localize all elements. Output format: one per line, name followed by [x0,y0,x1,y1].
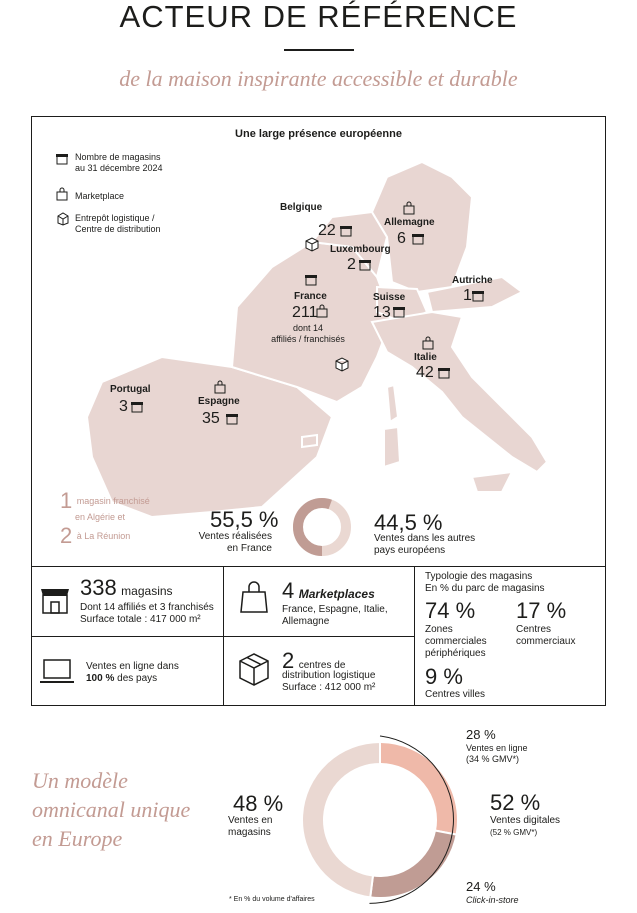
country-france-count: 211 [292,304,318,321]
legend-warehouse: Entrepôt logistique / Centre de distribution [75,213,161,234]
country-allemagne-name: Allemagne [384,217,435,228]
country-espagne-name: Espagne [198,396,240,407]
map-corsica [387,385,398,422]
country-italie-count: 42 [416,364,434,381]
shopping-bag-icon [214,380,226,394]
typology-title: Typologie des magasins En % du parc de magasins [425,571,545,594]
store-icon [359,259,371,271]
footnote-algerie-line2: en Algérie et [75,512,126,522]
donut-slice-stores [302,742,380,897]
country-portugal-count: 3 [119,398,128,415]
store-icon [412,233,424,245]
sales-france-pct: 55,5 % [210,507,279,532]
warehouse-icon [304,236,320,252]
segment-digital-label: Ventes digitales (52 % GMV*) [490,815,561,837]
warehouse-box-large-icon [238,652,270,686]
map-sardinia [384,427,400,467]
stats-col-divider-1 [223,566,224,706]
country-espagne-count: 35 [202,410,220,427]
footnote-reunion: 2 $^{à La Réunion}$ [60,523,131,548]
segment-stores-pct: 48 % [233,791,284,816]
stat-logistics-count: 2 [282,648,295,673]
country-luxembourg-name: Luxembourg [330,244,391,255]
stat-stores-detail: Dont 14 affiliés et 3 franchisés Surface totale : 417 000 m² [80,602,214,625]
legend-warehouse-icon [56,212,70,231]
segment-clickstore-pct: 24 % [466,879,496,894]
country-france-name: France [294,291,327,302]
stat-logistics-count-line: 2 centres de [282,648,346,673]
stats-top-divider [32,566,605,567]
country-autriche-count: 1 [463,287,472,304]
warehouse-icon [334,356,350,372]
footnote-algerie: 1 $^{magasin franchisé}$ [60,488,150,513]
laptop-icon [40,658,74,686]
map-balearics [302,435,317,447]
omnichannel-donut [295,735,465,905]
store-icon [438,367,450,379]
stats-col-divider-2 [414,566,415,706]
country-italie-name: Italie [414,352,437,363]
segment-online-label: Ventes en ligne (34 % GMV*) [466,743,528,764]
typology-zones-pct: 74 % [425,598,476,623]
segment-online-pct: 28 % [466,727,496,742]
country-belgique-count: 22 [318,222,336,239]
shopping-bag-icon [403,201,415,215]
stat-online-pct: 100 % [86,673,115,684]
legend-stores: Nombre de magasins au 31 décembre 2024 [75,152,163,173]
store-icon [340,225,352,237]
store-icon [131,401,143,413]
typology-villes-pct: 9 % [425,664,463,689]
sales-france-label: Ventes réalisées en France [198,531,272,554]
stat-logistics-detail: distribution logistique Surface : 412 000 m² [282,670,376,693]
country-luxembourg-count: 2 [347,256,356,273]
shopping-bag-icon [422,336,434,350]
country-suisse-name: Suisse [373,292,406,303]
country-suisse-count: 13 [373,304,391,321]
store-icon [472,290,484,302]
map-title: Une large présence européenne [235,128,402,140]
store-icon [226,413,238,425]
country-portugal-name: Portugal [110,384,151,395]
stat-marketplaces-unit: Marketplaces [298,587,375,601]
sales-split-ring [298,503,346,551]
segment-clickstore-label: Click-in-store [466,895,519,905]
storefront-icon [40,585,70,615]
country-france-note: dont 14 affiliés / franchisés [271,323,345,344]
typology-zones-label: Zones commerciales périphériques [425,624,487,659]
country-belgique-name: Belgique [280,202,323,213]
shopping-bag-large-icon [240,580,268,614]
sales-europe-label: Ventes dans les autres pays européens [374,533,476,556]
omnichannel-title: Un modèle omnicanal unique en Europe [32,768,191,851]
stat-online: Ventes en ligne dans 100 % des pays [86,661,179,684]
store-icon [305,274,317,286]
legend-marketplace: Marketplace [75,191,125,201]
sales-europe-pct: 44,5 % [374,510,443,535]
country-allemagne-count: 6 [397,230,406,247]
stat-stores-count-line [80,575,173,601]
segment-stores-label: Ventes en magasins [228,815,273,838]
stat-marketplaces-detail: France, Espagne, Italie, Allemagne [282,604,388,627]
typology-villes-label: Centres villes [425,689,486,700]
stat-marketplaces-count-line [282,578,375,604]
stat-stores-count: 338 [80,575,117,600]
page-subtitle: de la maison inspirante accessible et durable [119,66,518,91]
segment-digital-pct: 52 % [490,790,541,815]
typology-centres-label: Centres commerciaux [516,624,576,647]
stat-marketplaces-count: 4 [282,578,295,603]
omnichannel-footnote: * En % du volume d'affaires [229,896,315,903]
map-sicily [472,472,512,492]
title-divider [284,49,354,51]
page-title: ACTEUR DE RÉFÉRENCE [119,0,518,34]
legend-store-icon [56,152,68,170]
donut-slice-digital [370,830,456,898]
legend-bag-icon [56,187,68,206]
typology-centres-pct: 17 % [516,598,567,623]
stat-stores-unit: magasins [121,584,173,598]
country-autriche-name: Autriche [452,275,493,286]
donut-slice-online [380,742,458,835]
shopping-bag-icon [316,304,328,318]
store-icon [393,306,405,318]
